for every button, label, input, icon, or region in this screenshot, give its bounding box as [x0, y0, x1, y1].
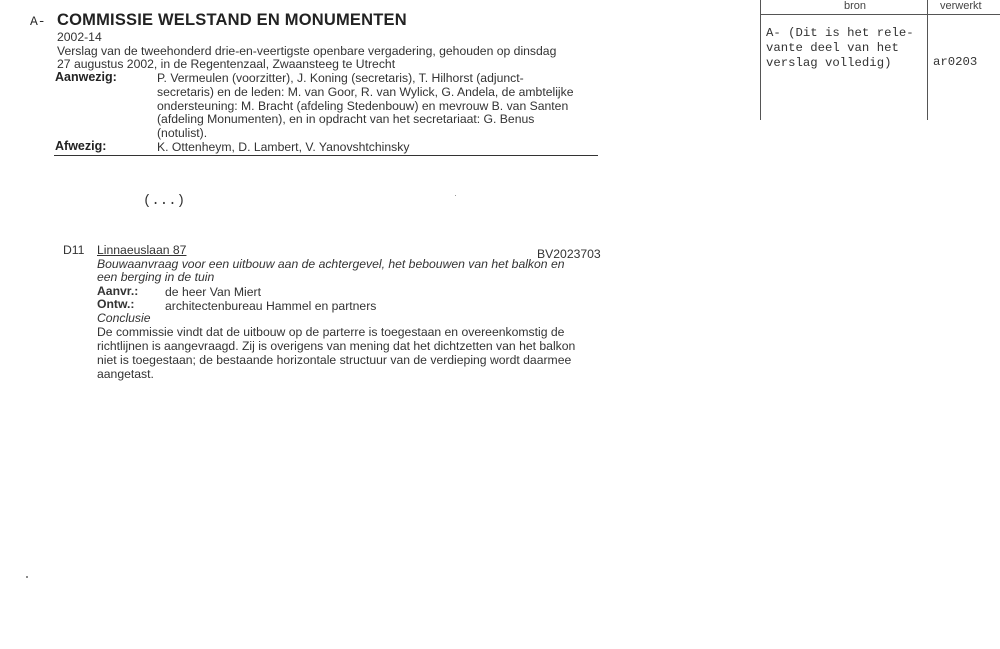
applicant-label: Aanvr.:	[97, 284, 139, 298]
source-note-line: A- (Dit is het rele-	[766, 26, 914, 40]
margin-marker: A-	[30, 14, 46, 29]
present-line: P. Vermeulen (voorzitter), J. Koning (secretaris), T. Hilhorst (adjunct-	[157, 71, 524, 85]
item-case-code: BV2023703	[537, 247, 601, 261]
source-table	[760, 0, 1000, 120]
scan-speck	[455, 195, 456, 196]
item-description-line: Bouwaanvraag voor een uitbouw aan de achtergevel, het bebouwen van het balkon en	[97, 257, 565, 271]
source-table-rule	[927, 0, 928, 120]
present-label: Aanwezig:	[55, 70, 117, 84]
source-note-line: verslag volledig)	[766, 56, 892, 70]
designer-name: architectenbureau Hammel en partners	[165, 299, 377, 313]
source-table-rule	[760, 14, 1000, 15]
document-title: COMMISSIE WELSTAND EN MONUMENTEN	[57, 11, 407, 29]
absent-text: K. Ottenheym, D. Lambert, V. Yanovshtchinsky	[157, 140, 410, 154]
applicant-name: de heer Van Miert	[165, 285, 261, 299]
conclusion-line: richtlijnen is aangevraagd. Zij is overigens van mening dat het dichtzetten van het balkon	[97, 339, 576, 353]
designer-label: Ontw.:	[97, 297, 135, 311]
present-line: (notulist).	[157, 126, 208, 140]
conclusion-line: De commissie vindt dat de uitbouw op de parterre is toegestaan en overeenkomstig de	[97, 325, 565, 339]
source-table-rule	[760, 0, 761, 120]
omission-ellipsis: (...)	[143, 193, 186, 209]
processed-code: ar0203	[933, 55, 978, 69]
source-column-header: bron	[844, 0, 867, 12]
item-description-line: een berging in de tuin	[97, 270, 215, 284]
conclusion-line: niet is toegestaan; de bestaande horizontale structuur van de verdieping wordt daarmee	[97, 353, 572, 367]
processed-column-header: verwerkt	[940, 0, 982, 12]
conclusion-label: Conclusie	[97, 311, 151, 325]
conclusion-line: aangetast.	[97, 367, 154, 381]
meeting-number: 2002-14	[57, 30, 102, 44]
present-line: (afdeling Monumenten), en in opdracht van het secretariaat: G. Benus	[157, 112, 535, 126]
report-line: 27 augustus 2002, in de Regentenzaal, Zwaansteeg te Utrecht	[57, 57, 396, 71]
item-number: D11	[63, 243, 85, 257]
item-address: Linnaeuslaan 87	[97, 243, 187, 257]
absent-label: Afwezig:	[55, 139, 107, 153]
present-line: ondersteuning: M. Bracht (afdeling Stedenbouw) en mevrouw B. van Santen	[157, 99, 569, 113]
report-line: Verslag van de tweehonderd drie-en-veertigste openbare vergadering, gehouden op dinsdag	[57, 44, 557, 58]
scan-speck	[26, 576, 28, 578]
present-line: secretaris) en de leden: M. van Goor, R. van Wylick, G. Andela, de ambtelijke	[157, 85, 574, 99]
source-note-line: vante deel van het	[766, 41, 899, 55]
header-divider	[54, 155, 598, 156]
